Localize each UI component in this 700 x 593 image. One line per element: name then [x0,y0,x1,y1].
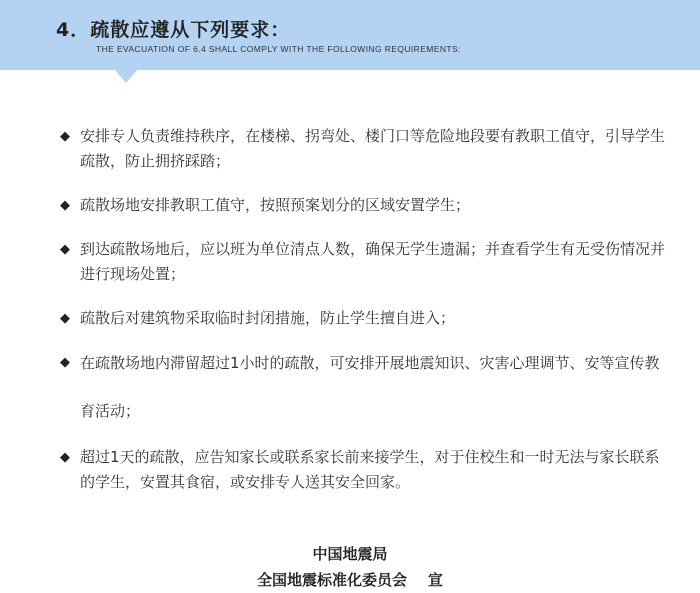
signature-block [0,541,700,593]
diamond-bullet-icon: ◆ [60,129,70,144]
signature-organization: 中国地震局 [312,545,388,563]
header-pointer-arrow [114,69,138,83]
list-item-text: 疏散后对建筑物采取临时封闭措施，防止学生擅自进入； [80,309,456,327]
list-item-text: 超过1天的疏散，应告知家长或联系家长前来接学生，对于住校生和一时无法与家长联系的学生，安置其食宿，或安排专人送其安全回家。 [80,448,660,491]
list-item [60,193,670,218]
list-item [60,237,670,287]
section-title: 4．疏散应遵从下列要求： [56,19,291,41]
diamond-bullet-icon: ◆ [60,355,70,370]
list-item [60,124,670,174]
list-item-text: 安排专人负责维持秩序，在楼梯、拐弯处、楼门口等危险地段要有教职工值守，引导学生疏散，防止拥挤踩踏； [80,127,666,170]
section-subtitle: THE EVACUATION OF 6.4 SHALL COMPLY WITH THE FOLLOWING REQUIREMENTS: [96,44,461,54]
requirements-list [60,124,670,514]
diamond-bullet-icon: ◆ [60,242,70,257]
list-item-text: 在疏散场地内滞留超过1小时的疏散，可安排开展地震知识、灾害心理调节、安等宣传教育活动； [80,354,660,420]
list-item-text: 到达疏散场地后，应以班为单位清点人数，确保无学生遗漏；并查看学生有无受伤情况并进行现场处置； [80,240,666,283]
list-item-text: 疏散场地安排教职工值守，按照预案划分的区域安置学生； [80,196,471,214]
diamond-bullet-icon: ◆ [60,198,70,213]
list-item [60,445,670,495]
signature-committee: 全国地震标准化委员会 宣 [257,571,443,589]
diamond-bullet-icon: ◆ [60,450,70,465]
list-item [60,306,670,331]
list-item [60,339,670,435]
diamond-bullet-icon: ◆ [60,311,70,326]
header-band [0,0,700,70]
